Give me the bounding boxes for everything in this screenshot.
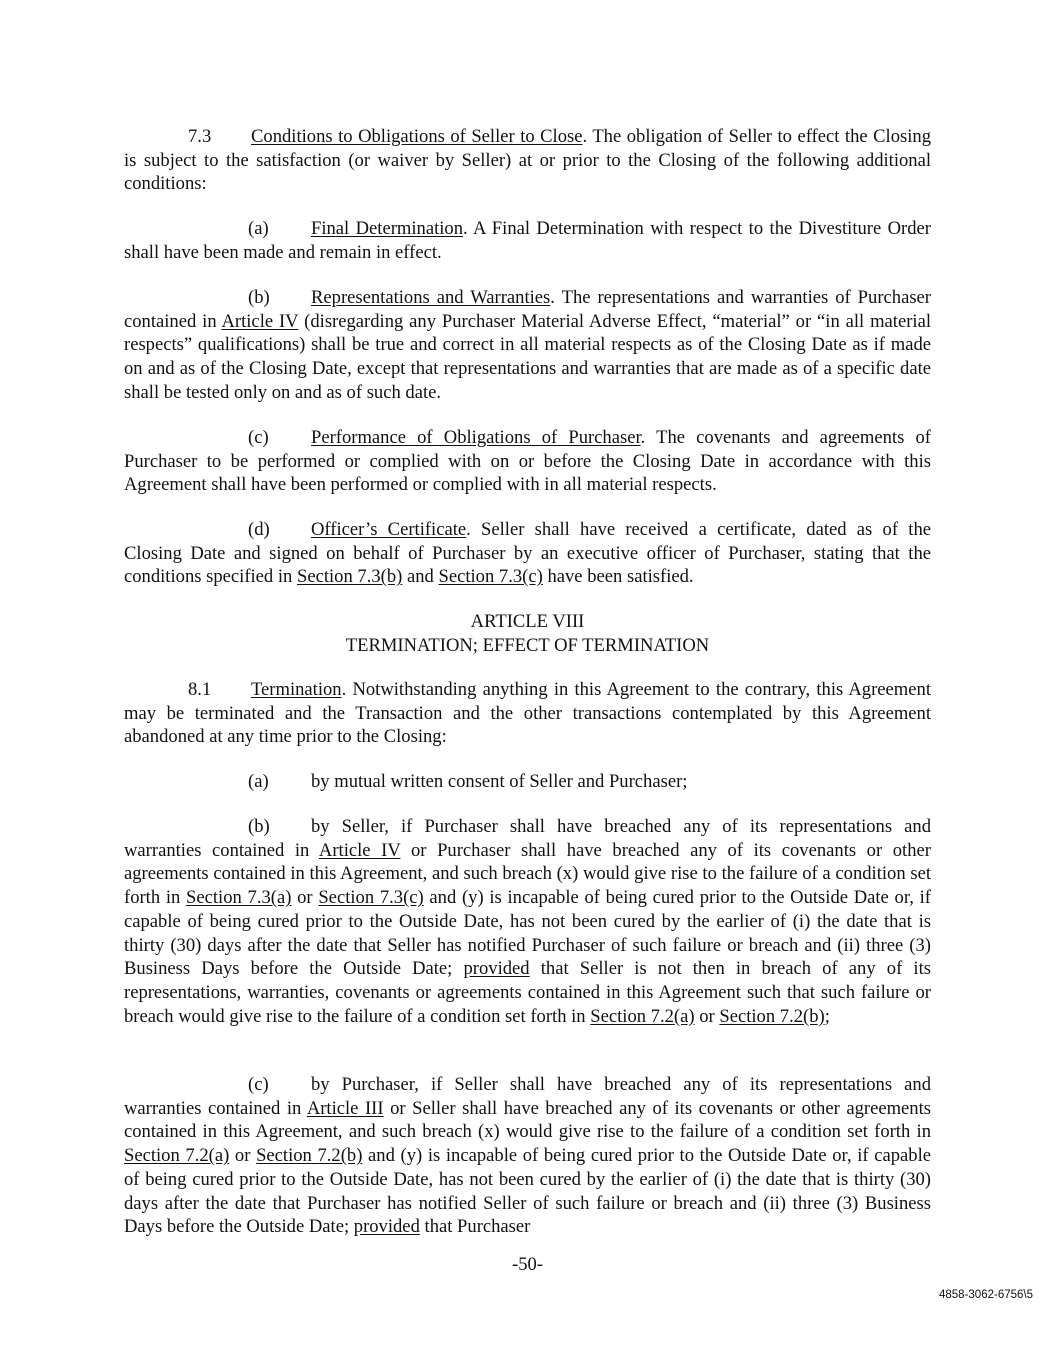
paragraph-text: . A Final Determination with respect to the Divestiture Order shall have been made and remain in effect.	[124, 218, 931, 263]
section-heading: Conditions to Obligations of Seller to Close	[251, 126, 583, 147]
paragraph-text: or	[694, 1005, 720, 1027]
proviso-term: provided	[353, 1216, 420, 1238]
clause-label: (b)	[248, 816, 270, 837]
paragraph-text: have been satisfied.	[542, 566, 694, 588]
paragraph-text: . The covenants and agreements of Purchaser to be performed or complied with on or before the Closing Date in accordance with this Agreement shall have been performed or complied with in all material respects.	[124, 427, 931, 496]
paragraph-text: that Seller is not then in breach of any of its representations, warranties, covenants or agreements contained in this Agreement such that such failure or breach would give rise to the failure of a condition set forth in	[124, 958, 931, 1027]
paragraph-text: by mutual written consent of Seller and Purchaser;	[311, 771, 688, 792]
paragraph-text: or Purchaser shall have breached any of its covenants or other agreements contained in this Agreement, and such breach (x) would give rise to the failure of a condition set forth in	[124, 839, 931, 909]
article-number: ARTICLE VIII	[470, 611, 585, 632]
paragraph-text: and (y) is incapable of being cured prior to the Outside Date or, if capable of being cured prior to the Outside Date, has not been cured by the earlier of (i) the date that is thirty (30) days after the date that Seller has notified Purchaser of such failure or breach and (ii) three (3) Business Days before the Outside Date;	[124, 887, 931, 980]
section-7-3-a	[124, 217, 931, 264]
section-number: 7.3	[188, 126, 212, 147]
proviso-term: provided	[463, 958, 530, 980]
clause-label: (c)	[248, 427, 269, 448]
clause-heading: Representations and Warranties	[311, 287, 551, 308]
paragraph-text: and	[402, 566, 439, 588]
cross-reference-link: Section 7.2(b)	[719, 1005, 825, 1027]
paragraph-text: that Purchaser	[419, 1216, 531, 1238]
cross-reference-link: Section 7.2(a)	[590, 1005, 695, 1027]
cross-reference-link: Section 7.3(c)	[318, 887, 424, 909]
clause-label: (d)	[248, 519, 270, 540]
paragraph-text: ;	[824, 1005, 830, 1027]
clause-heading: Officer’s Certificate	[311, 519, 467, 540]
cross-reference-link: Article IV	[318, 839, 401, 861]
paragraph-text: . Notwithstanding anything in this Agreement to the contrary, this Agreement may be terminated and the Transaction and the other transactions contemplated by this Agreement abandoned at any time prior to the Closing:	[124, 679, 931, 748]
document-id: 4858-3062-6756\5	[939, 1289, 1033, 1301]
paragraph-text: and (y) is incapable of being cured prior to the Outside Date or, if capable of being cured prior to the Outside Date, has not been cured by the earlier of (i) the date that is thirty (30) days after the date that Purchaser has notified Seller of such failure or breach and (ii) three (3) Business Days before the Outside Date;	[124, 1145, 931, 1238]
clause-label: (a)	[248, 771, 269, 792]
section-8-1-c	[124, 1073, 931, 1239]
page-number: -50-	[512, 1254, 543, 1275]
section-7-3-d	[124, 518, 931, 589]
section-7-3	[124, 125, 931, 196]
cross-reference-link: Section 7.2(b)	[256, 1145, 363, 1167]
section-heading: Termination	[251, 679, 342, 700]
clause-heading: Performance of Obligations of Purchaser	[311, 427, 641, 448]
paragraph-text: . The obligation of Seller to effect the Closing is subject to the satisfaction (or waiver by Seller) at or prior to the Closing of the following additional conditions:	[124, 126, 931, 195]
article-heading	[124, 610, 931, 657]
section-8-1-a	[124, 770, 931, 794]
paragraph-text: . Seller shall have received a certificate, dated as of the Closing Date and signed on behalf of Purchaser by an executive officer of Purchaser, stating that the conditions specified in	[124, 519, 931, 588]
paragraph-text: or	[291, 887, 319, 909]
clause-heading: Final Determination	[311, 218, 464, 239]
paragraph-text: or	[229, 1145, 257, 1167]
paragraph-text: by Seller, if Purchaser shall have breached any of its representations and warranties contained in	[124, 816, 931, 861]
paragraph-text: or Seller shall have breached any of its covenants or other agreements contained in this Agreement, and such breach (x) would give rise to the failure of a condition set forth in	[124, 1097, 931, 1143]
paragraph-text: by Purchaser, if Seller shall have breached any of its representations and warranties contained in	[124, 1074, 931, 1119]
section-8-1-b	[124, 815, 931, 1028]
article-title: TERMINATION; EFFECT OF TERMINATION	[345, 634, 710, 656]
cross-reference-link: Section 7.3(a)	[186, 887, 292, 909]
section-7-3-c	[124, 426, 931, 497]
section-7-3-b	[124, 286, 931, 405]
cross-reference-link: Article III	[306, 1097, 384, 1119]
clause-label: (b)	[248, 287, 270, 308]
paragraph-text: (disregarding any Purchaser Material Adverse Effect, “material” or “in all material respects” qualifications) shall be true and correct in all material respects as of the Closing Date as if made on and as of the Closing Date, except that representations and warranties that are made as of a specific date shall be tested only on and as of such date.	[124, 310, 931, 403]
cross-reference-link: Section 7.3(b)	[297, 566, 403, 588]
cross-reference-link: Article IV	[221, 310, 299, 332]
clause-label: (a)	[248, 218, 269, 239]
section-number: 8.1	[188, 679, 212, 700]
cross-reference-link: Section 7.2(a)	[124, 1145, 230, 1167]
clause-label: (c)	[248, 1074, 269, 1095]
cross-reference-link: Section 7.3(c)	[438, 566, 543, 588]
paragraph-text: . The representations and warranties of Purchaser contained in	[124, 287, 931, 332]
section-8-1	[124, 678, 931, 749]
